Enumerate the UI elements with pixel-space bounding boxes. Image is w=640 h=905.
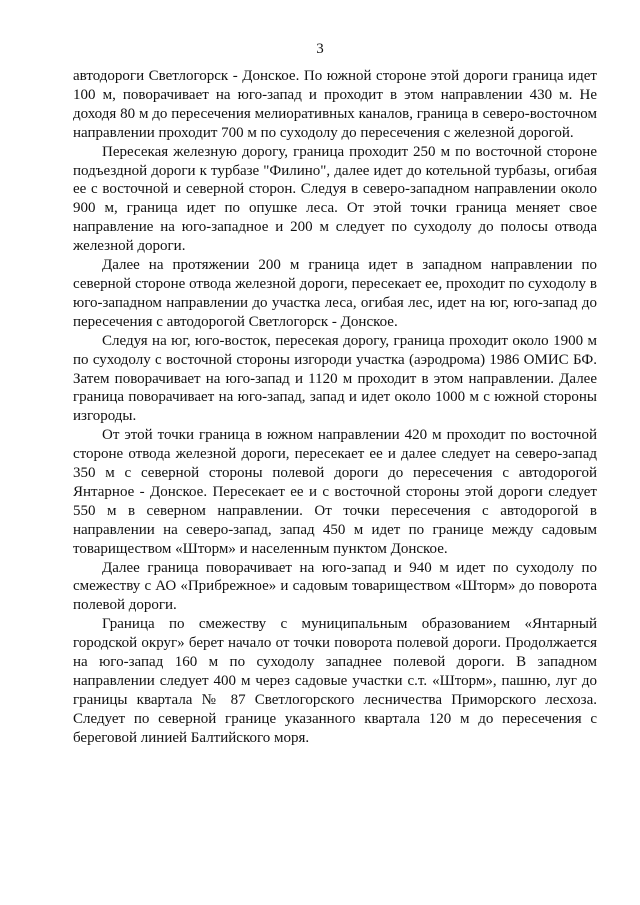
paragraph-5: От этой точки граница в южном направлении 420 м проходит по восточной стороне отвода железной дороги, пересекает ее и далее следует на северо-запад 350 м с северной стороны полевой дороги до пересечения с автодорогой Янтарное - Донское. Пересекает ее и с восточной стороны этой дороги следует 550 м в северном направлении. От точки пересечения с автодорогой в направлении на северо-запад, запад 450 м идет по границе между садовым товариществом «Шторм» и населенным пунктом Донское.: [73, 427, 597, 557]
paragraph-2: Пересекая железную дорогу, граница проходит 250 м по восточной стороне подъездной дороги к турбазе "Филино", далее идет до котельной турбазы, огибая ее с восточной и северной сторон. Следуя в северо-западном направлении около 900 м, граница идет по опушке леса. От этой точки граница меняет свое направление на юго-западное и 200 м следует по суходолу до полосы отвода железной дороги.: [73, 143, 597, 255]
paragraph-3: Далее на протяжении 200 м граница идет в западном направлении по северной стороне отвода железной дороги, пересекает ее, проходит по суходолу в юго-западном направлении до участка леса, огибая лес, идет на юг, юго-запад до пересечения с автодорогой Светлогорск - Донское.: [73, 257, 597, 330]
paragraph-6: Далее граница поворачивает на юго-запад и 940 м идет по суходолу по смежеству с АО «Прибрежное» и садовым товариществом «Шторм» до поворота полевой дороги.: [73, 559, 597, 614]
paragraph-7: Граница по смежеству с муниципальным образованием «Янтарный городской округ» берет начало от точки поворота полевой дороги. Продолжается на юго-запад 160 м по суходолу западнее полевой дороги. В западном направлении следует 400 м через садовые участки с.т. «Шторм», пашню, луг до границы квартала № 87 Светлогорского лесничества Приморского лесхоза. Следует по северной границе указанного квартала 120 м до пересечения с береговой линией Балтийского моря.: [73, 616, 597, 746]
page-number: 3: [316, 41, 324, 57]
paragraph-4: Следуя на юг, юго-восток, пересекая дорогу, граница проходит около 1900 м по суходолу с восточной стороны изгороди участка (аэродрома) 1986 ОМИС БФ. Затем поворачивает на юго-запад и 1120 м проходит в этом направлении. Далее граница поворачивает на юго-запад, запад и идет около 1000 м с южной стороны изгороды.: [73, 332, 597, 425]
document-body: [73, 67, 597, 748]
paragraph-1: автодороги Светлогорск - Донское. По южной стороне этой дороги граница идет 100 м, поворачивает на юго-запад и проходит в этом направлении 430 м. Не доходя 80 м до пересечения мелиоративных каналов, граница в северо-восточном направлении проходит 700 м по суходолу до пересечения с железной дорогой.: [73, 68, 597, 141]
